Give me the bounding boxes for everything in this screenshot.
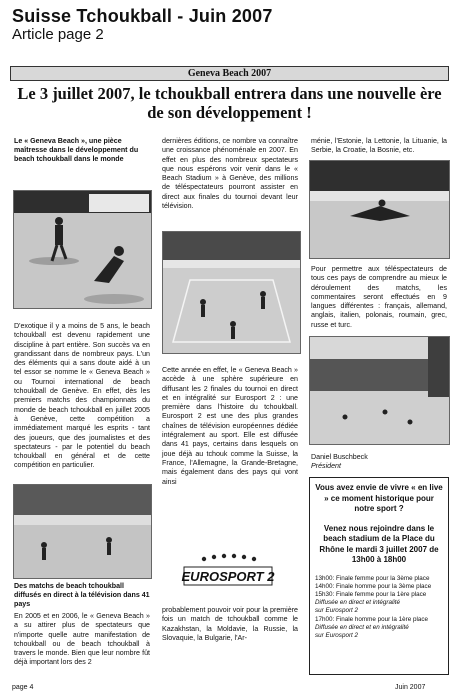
photo-caption-geneva-beach: Le « Geneva Beach », une pièce maîtresse dans le développement du beach tchoukball dans le monde bbox=[14, 137, 139, 164]
paragraph-languages: Pour permettre aux téléspectateurs de tous ces pays de comprendre au mieux le déroulement des matchs, les commentaires seront effectués en 9 langues différentes : français, allemand, anglais, italien, polonais, roumain, grec, russe et turc. bbox=[311, 265, 447, 329]
newsletter-title: Suisse Tchoukball - Juin 2007 bbox=[12, 6, 273, 26]
section-banner: Geneva Beach 2007 bbox=[10, 66, 449, 81]
paragraph-eurosport: Cette année en effet, le « Geneva Beach » accède à une sphère supérieure en diffusant les 2 finales du tournoi en direct et en intégralité sur Eurosport 2 : une première dans l'histoire du tchoukball. Eurosport 2 est une des plus grandes chaînes de télévision européennes dédiée intégralement au sport. Elle est diffusée dans 41 pays, certains dans lesquels on joue déjà au tchouk comme la Suisse, la France, l'Allemagne, la Grande-Bretagne, mais également dans des pays qui vont ainsi bbox=[162, 366, 298, 486]
signature-block bbox=[311, 453, 447, 472]
match-schedule bbox=[315, 575, 444, 641]
schedule-line: 15h30: Finale femme pour la 1ère place bbox=[315, 590, 427, 598]
eurosport-logo-text: EUROSPORT 2 bbox=[181, 569, 275, 584]
tv-broadcast-caption: Des matchs de beach tchoukball diffusés en direct à la télévision dans 41 pays bbox=[14, 582, 150, 609]
signature-role: Président bbox=[311, 462, 341, 471]
intro-paragraph: D'exotique il y a moins de 5 ans, le beach tchoukball est devenu rapidement une discipline à part entière. Son succès va en grandissant dans de nombreux pays. L'un des éléments qui a sans doute aidé à un tel essor se nomme le « Geneva Beach » ou Tournoi international de beach tchoukball de Genève. En effet, dès les premiers matchs des championnats du monde de beach tchoukball en juillet 2005 à Genève, cette compétition a immédiatement marqué les esprits - tant des joueurs, que des journalistes et des spectateurs - par le potentiel du beach tchoukball en général et de cette compétition en particulier. bbox=[14, 322, 150, 470]
article-headline: Le 3 juillet 2007, le tchoukball entrera dans une nouvelle ère de son développement ! bbox=[17, 84, 442, 122]
stadium-crowd-photo bbox=[13, 484, 152, 579]
schedule-line: 13h00: Finale femme pour la 3ème place bbox=[315, 574, 430, 582]
event-invite-question: Vous avez envie de vivre « en live » ce moment historique pour notre sport ? bbox=[315, 483, 443, 513]
schedule-line: Diffusée en direct et en intégralité bbox=[315, 623, 409, 631]
diving-player-photo bbox=[309, 160, 450, 259]
beach-match-photo-1 bbox=[13, 190, 152, 309]
event-info-box bbox=[309, 477, 449, 675]
schedule-line: Diffusée en direct et intégralité bbox=[315, 599, 401, 607]
paragraph-countries: probablement pouvoir voir pour la première fois un match de tchoukball comme le Kazakhstan, la Moldavie, la Russie, la Slovaquie, la Bulgarie, l'Ar- bbox=[162, 606, 298, 642]
schedule-line: 17h00: Finale homme pour la 1ère place bbox=[315, 615, 429, 623]
paragraph-spectators: En 2005 et en 2006, le « Geneva Beach » a su attirer plus de spectateurs que n'importe quelle autre manifestation de tchoukball ou de beach tchoukball à travers le monde. Bien que leur nombre fût déjà important lors des 2 bbox=[14, 612, 150, 667]
paragraph-growth: dernières éditions, ce nombre va connaître une croissance phénoménale en 2007. En effet en plus des nombreux spectateurs que nous espérons voir venir dans le « Beach Stadium » à Genève, des millions de téléspectateurs pourront assister en direct aux finales du tournoi devant leur télévision. bbox=[162, 137, 298, 211]
eurosport-2-logo bbox=[176, 553, 280, 593]
beach-stadium-photo bbox=[309, 336, 450, 445]
beach-court-photo bbox=[162, 231, 301, 354]
schedule-line: sur Eurosport 2 bbox=[315, 631, 359, 639]
signature-name: Daniel Buschbeck bbox=[311, 453, 368, 461]
newsletter-subtitle: Article page 2 bbox=[12, 26, 104, 43]
paragraph-countries-continued: ménie, l'Estonie, la Lettonie, la Lituanie, la Serbie, la Croatie, la Bosnie, etc. bbox=[311, 137, 447, 155]
schedule-line: sur Eurosport 2 bbox=[315, 607, 359, 615]
footer-date: Juin 2007 bbox=[395, 684, 426, 691]
schedule-line: 14h00: Finale homme pour la 3ème place bbox=[315, 582, 432, 590]
page-number: page 4 bbox=[12, 684, 34, 691]
event-location-details: Venez nous rejoindre dans le beach stadium de la Place du Rhône le mardi 3 juillet 2007 de 13h00 à 18h00 bbox=[319, 523, 439, 564]
